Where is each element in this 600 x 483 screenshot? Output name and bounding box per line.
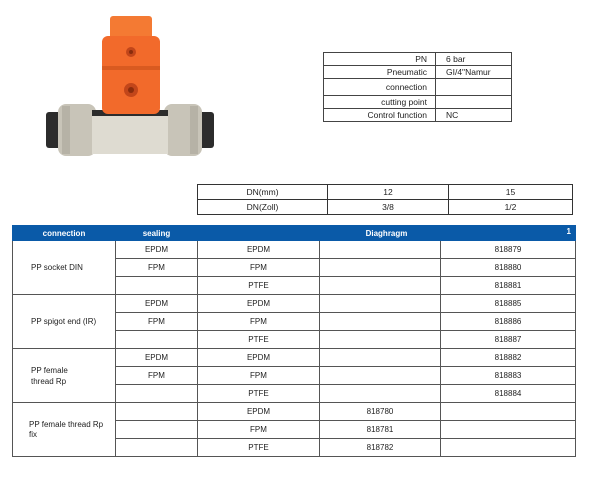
header-edge: 1 — [566, 227, 571, 236]
diaghragm-cell: EPDM — [198, 295, 320, 313]
connection-cell — [13, 349, 116, 403]
sealing-cell: FPM — [116, 313, 198, 331]
diaghragm-cell: FPM — [198, 421, 320, 439]
sealing-cell — [116, 385, 198, 403]
dn12-cell — [320, 331, 441, 349]
dn-table — [197, 184, 573, 215]
diaghragm-cell: EPDM — [198, 349, 320, 367]
connection-line: PP female — [31, 365, 68, 375]
dn12-cell — [320, 367, 441, 385]
spec-row — [324, 79, 512, 96]
dn-zoll-label: DN(Zoll) — [198, 200, 328, 215]
spec-row — [324, 53, 512, 66]
dn12-cell — [320, 349, 441, 367]
diaghragm-cell: PTFE — [198, 277, 320, 295]
dn15-cell — [441, 421, 576, 439]
sealing-cell: FPM — [116, 259, 198, 277]
spec-value: GI/4"Namur — [436, 66, 512, 79]
spec-row — [324, 109, 512, 122]
sealing-cell: EPDM — [116, 349, 198, 367]
dn12-cell — [320, 277, 441, 295]
dn15-cell: 818884 — [441, 385, 576, 403]
dn12-cell — [320, 313, 441, 331]
sealing-cell — [116, 331, 198, 349]
dn12-cell: 818782 — [320, 439, 441, 457]
connection-line: fix — [29, 429, 37, 439]
dn15-cell: 818880 — [441, 259, 576, 277]
sealing-cell: EPDM — [116, 295, 198, 313]
diaghragm-cell: EPDM — [198, 403, 320, 421]
dn12-cell: 818781 — [320, 421, 441, 439]
dn-mm-label: DN(mm) — [198, 185, 328, 200]
header-diaghragm: Diaghragm — [365, 228, 408, 238]
spec-label: connection — [324, 79, 436, 96]
sealing-cell — [116, 403, 198, 421]
connection-cell: PP spigot end (IR) — [13, 295, 116, 349]
header-connection: connection — [13, 226, 116, 241]
table-row — [13, 403, 576, 421]
connection-line: thread Rp — [31, 376, 67, 386]
sealing-cell: FPM — [116, 367, 198, 385]
spec-label: Control function — [324, 109, 436, 122]
table-row — [13, 295, 576, 313]
diaghragm-cell: EPDM — [198, 241, 320, 259]
valve-image — [44, 14, 216, 166]
spec-row — [324, 66, 512, 79]
dn-mm-12: 12 — [328, 185, 449, 200]
dn12-cell — [320, 295, 441, 313]
spec-value — [436, 96, 512, 109]
dn15-cell: 818879 — [441, 241, 576, 259]
diaghragm-cell: PTFE — [198, 331, 320, 349]
spec-row — [324, 96, 512, 109]
specs-table — [323, 52, 512, 122]
connection-cell: PP socket DIN — [13, 241, 116, 295]
dn-zoll-12: 3/8 — [328, 200, 449, 215]
spec-value: 6 bar — [436, 53, 512, 66]
dn-mm-15: 15 — [449, 185, 573, 200]
table-header — [13, 226, 576, 241]
diaghragm-cell: FPM — [198, 313, 320, 331]
dn12-cell: 818780 — [320, 403, 441, 421]
dn15-cell: 818881 — [441, 277, 576, 295]
diaghragm-cell: FPM — [198, 367, 320, 385]
table-row — [13, 241, 576, 259]
dn12-cell — [320, 385, 441, 403]
part-number-table — [12, 225, 576, 457]
dn15-cell: 818885 — [441, 295, 576, 313]
spec-label: cutting point — [324, 96, 436, 109]
diaghragm-cell: FPM — [198, 259, 320, 277]
dn15-cell: 818883 — [441, 367, 576, 385]
spec-label: PN — [324, 53, 436, 66]
dn15-cell: 818886 — [441, 313, 576, 331]
dn-zoll-15: 1/2 — [449, 200, 573, 215]
dn12-cell — [320, 241, 441, 259]
dn15-cell — [441, 403, 576, 421]
sealing-cell: EPDM — [116, 241, 198, 259]
spec-value: NC — [436, 109, 512, 122]
connection-cell — [13, 403, 116, 457]
dn15-cell: 818882 — [441, 349, 576, 367]
diaghragm-cell: PTFE — [198, 385, 320, 403]
connection-line: PP female thread Rp — [29, 419, 104, 429]
diaghragm-cell: PTFE — [198, 439, 320, 457]
dn15-cell: 818887 — [441, 331, 576, 349]
spec-value — [436, 79, 512, 96]
sealing-cell — [116, 421, 198, 439]
dn12-cell — [320, 259, 441, 277]
header-sealing: sealing — [116, 226, 198, 241]
sealing-cell — [116, 277, 198, 295]
table-row — [13, 349, 576, 367]
dn15-cell — [441, 439, 576, 457]
sealing-cell — [116, 439, 198, 457]
spec-label: Pneumatic — [324, 66, 436, 79]
